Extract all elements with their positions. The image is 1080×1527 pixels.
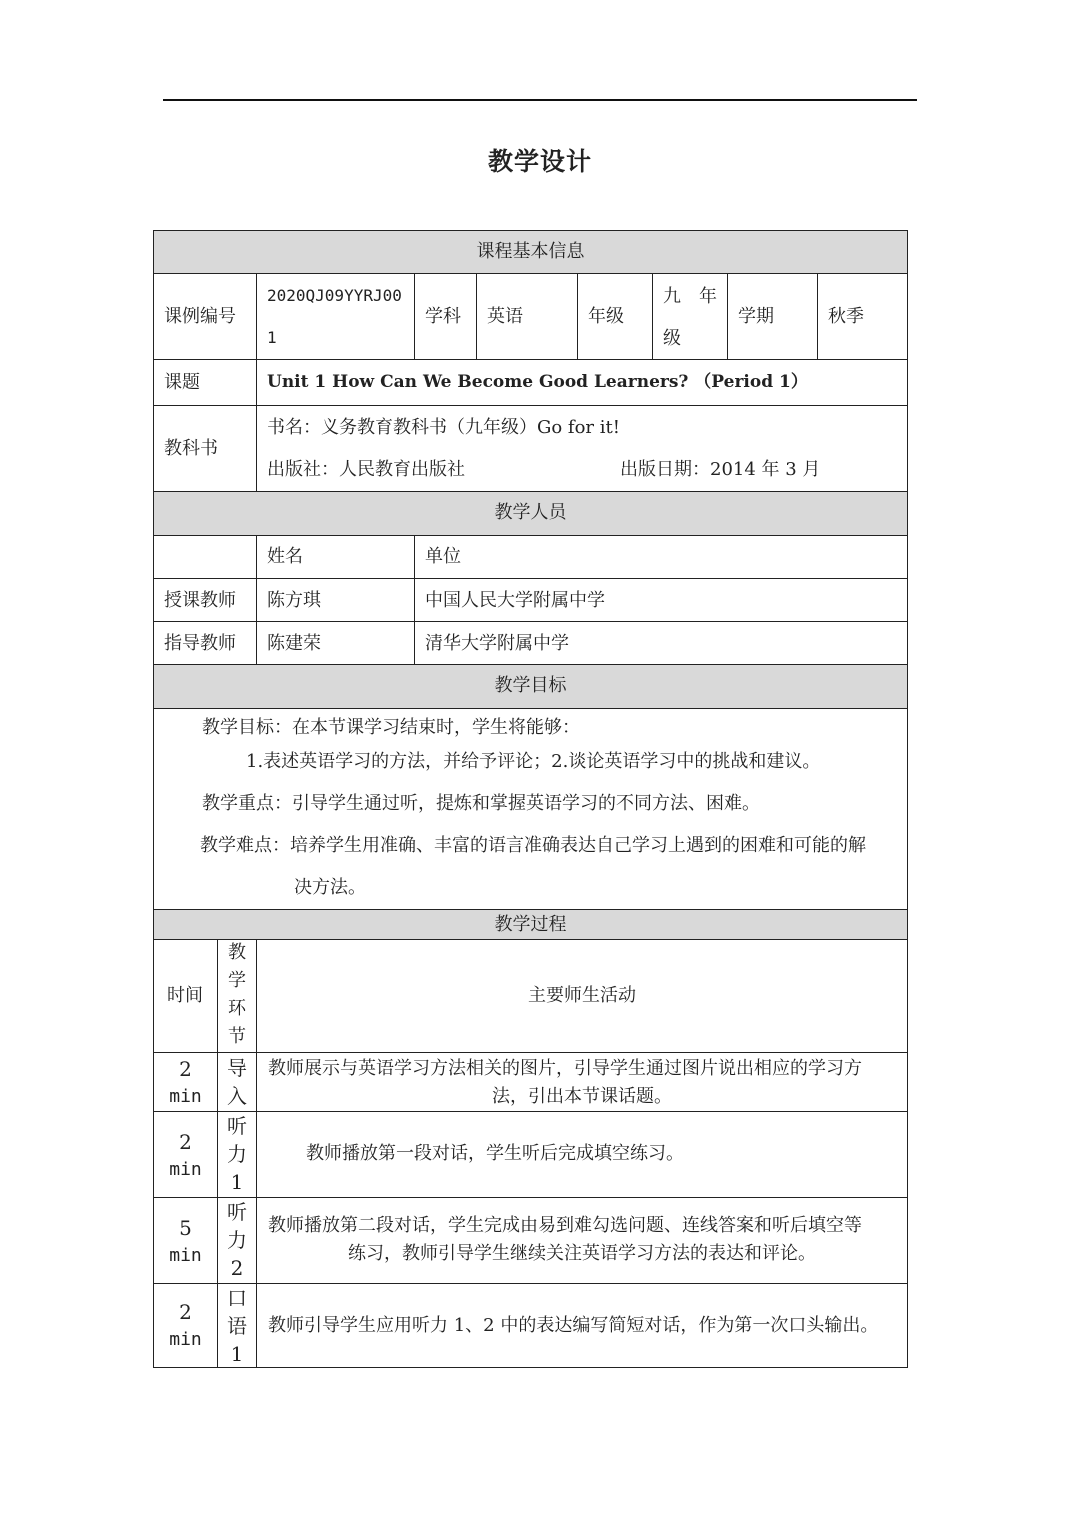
process-row-activity (256, 1283, 908, 1368)
goals-body (153, 708, 908, 910)
stage-char: 口 (227, 1286, 247, 1310)
goals-line: 教学难点：培养学生用准确、丰富的语言准确表达自己学习上遇到的困难和可能的解 (200, 835, 866, 856)
staff-row (256, 621, 415, 665)
term-label-cell (727, 273, 818, 360)
top-rule (163, 99, 917, 101)
process-header-text: 教学过程 (494, 914, 567, 935)
basic-info-header-text: 课程基本信息 (476, 241, 585, 262)
process-time-col-label: 时间 (167, 985, 203, 1006)
stage-char: 1 (230, 1170, 244, 1194)
term-value: 秋季 (828, 306, 864, 327)
time-unit: min (169, 1159, 202, 1180)
process-row-stage (217, 1111, 257, 1198)
course-id-value: 2020QJ09YYRJ00 (267, 286, 402, 305)
goals-header-text: 教学目标 (494, 675, 567, 696)
activity-text: 法，引出本节课话题。 (492, 1086, 672, 1107)
grade-value-cont: 级 (663, 328, 681, 349)
process-stage-col (217, 939, 257, 1053)
course-id-label: 课例编号 (164, 306, 236, 327)
stage-char: 教 (228, 942, 246, 963)
time-unit: min (169, 1329, 202, 1350)
stage-char: 环 (228, 998, 246, 1019)
stage-char: 2 (230, 1256, 244, 1280)
topic-label-cell (153, 359, 257, 406)
time-unit: min (169, 1245, 202, 1266)
process-activity-col-label: 主要师生活动 (528, 985, 636, 1006)
goals-line: 决方法。 (294, 877, 366, 898)
process-time-col (153, 939, 218, 1053)
activity-text: 教师播放第一段对话，学生听后完成填空练习。 (306, 1143, 684, 1164)
stage-char: 节 (228, 1026, 246, 1047)
time-number: 2 (179, 1130, 192, 1154)
stage-char: 学 (228, 970, 246, 991)
staff-row (414, 578, 908, 622)
staff-name-col: 姓名 (267, 546, 303, 567)
stage-char: 听 (227, 1200, 247, 1224)
staff-name: 陈方琪 (267, 590, 321, 611)
topic-value-cell (256, 359, 908, 406)
process-row-time (153, 1197, 218, 1284)
goals-line: 教学重点：引导学生通过听，提炼和掌握英语学习的不同方法、困难。 (202, 793, 760, 814)
textbook-value-cell (256, 405, 908, 492)
publisher: 出版社：人民教育出版社 (267, 459, 465, 480)
stage-char: 听 (227, 1114, 247, 1138)
book-name: 书名：义务教育教科书（九年级）Go for it! (267, 417, 620, 438)
staff-header (153, 491, 908, 536)
topic-label: 课题 (164, 372, 200, 393)
goals-header (153, 664, 908, 709)
process-row-stage (217, 1197, 257, 1284)
subject-value-cell (476, 273, 578, 360)
activity-text: 教师展示与英语学习方法相关的图片，引导学生通过图片说出相应的学习方 (268, 1058, 862, 1079)
grade-label: 年级 (588, 306, 624, 327)
activity-text: 练习，教师引导学生继续关注英语学习方法的表达和评论。 (348, 1243, 816, 1264)
staff-role: 授课教师 (164, 590, 236, 611)
textbook-label: 教科书 (164, 438, 218, 459)
grade-value: 九 年 (663, 286, 717, 307)
time-number: 5 (179, 1216, 192, 1240)
grade-value-cell (652, 273, 728, 360)
subject-label-cell (414, 273, 477, 360)
goals-line: 教学目标：在本节课学习结束时，学生将能够： (202, 717, 580, 738)
term-label: 学期 (738, 306, 774, 327)
process-row-activity (256, 1197, 908, 1284)
course-id-value-cell (256, 273, 415, 360)
activity-text: 教师引导学生应用听力 1、2 中的表达编写简短对话，作为第一次口头输出。 (268, 1315, 879, 1336)
time-number: 2 (179, 1057, 192, 1081)
staff-unit-col: 单位 (425, 546, 461, 567)
page-title: 教学设计 (487, 147, 592, 176)
staff-header-text: 教学人员 (494, 502, 567, 523)
staff-name-col-cell (256, 535, 415, 579)
process-row-time (153, 1052, 218, 1112)
stage-char: 力 (227, 1228, 247, 1252)
process-row-stage (217, 1052, 257, 1112)
stage-char: 语 (227, 1314, 247, 1338)
staff-row (414, 621, 908, 665)
process-row-stage (217, 1283, 257, 1368)
basic-info-header (153, 230, 908, 274)
stage-char: 1 (230, 1342, 244, 1366)
staff-unit: 清华大学附属中学 (425, 633, 569, 654)
staff-unit-col-cell (414, 535, 908, 579)
time-number: 2 (179, 1300, 192, 1324)
process-row-time (153, 1111, 218, 1198)
process-row-activity (256, 1111, 908, 1198)
textbook-label-cell (153, 405, 257, 492)
stage-char: 入 (227, 1084, 247, 1108)
staff-role: 指导教师 (164, 633, 236, 654)
grade-label-cell (577, 273, 653, 360)
staff-row (153, 621, 257, 665)
process-row-time (153, 1283, 218, 1368)
staff-row (153, 578, 257, 622)
term-value-cell (817, 273, 908, 360)
staff-row (256, 578, 415, 622)
subject-label: 学科 (425, 306, 461, 327)
activity-text: 教师播放第二段对话，学生完成由易到难勾选问题、连线答案和听后填空等 (268, 1215, 862, 1236)
goals-line: 1.表述英语学习的方法，并给予评论；2.谈论英语学习中的挑战和建议。 (246, 751, 821, 772)
process-row-activity (256, 1052, 908, 1112)
stage-char: 力 (227, 1142, 247, 1166)
course-id-label-cell (153, 273, 257, 360)
stage-char: 导 (227, 1056, 247, 1080)
staff-blank-cell (153, 535, 257, 579)
process-header (153, 909, 908, 940)
time-unit: min (169, 1086, 202, 1107)
subject-value: 英语 (487, 306, 523, 327)
process-activity-col (256, 939, 908, 1053)
publish-date: 出版日期：2014 年 3 月 (620, 459, 821, 480)
staff-unit: 中国人民大学附属中学 (425, 590, 605, 611)
staff-name: 陈建荣 (267, 633, 321, 654)
topic-value: Unit 1 How Can We Become Good Learners? （Period 1） (267, 372, 808, 392)
course-id-value-cont: 1 (267, 328, 277, 347)
